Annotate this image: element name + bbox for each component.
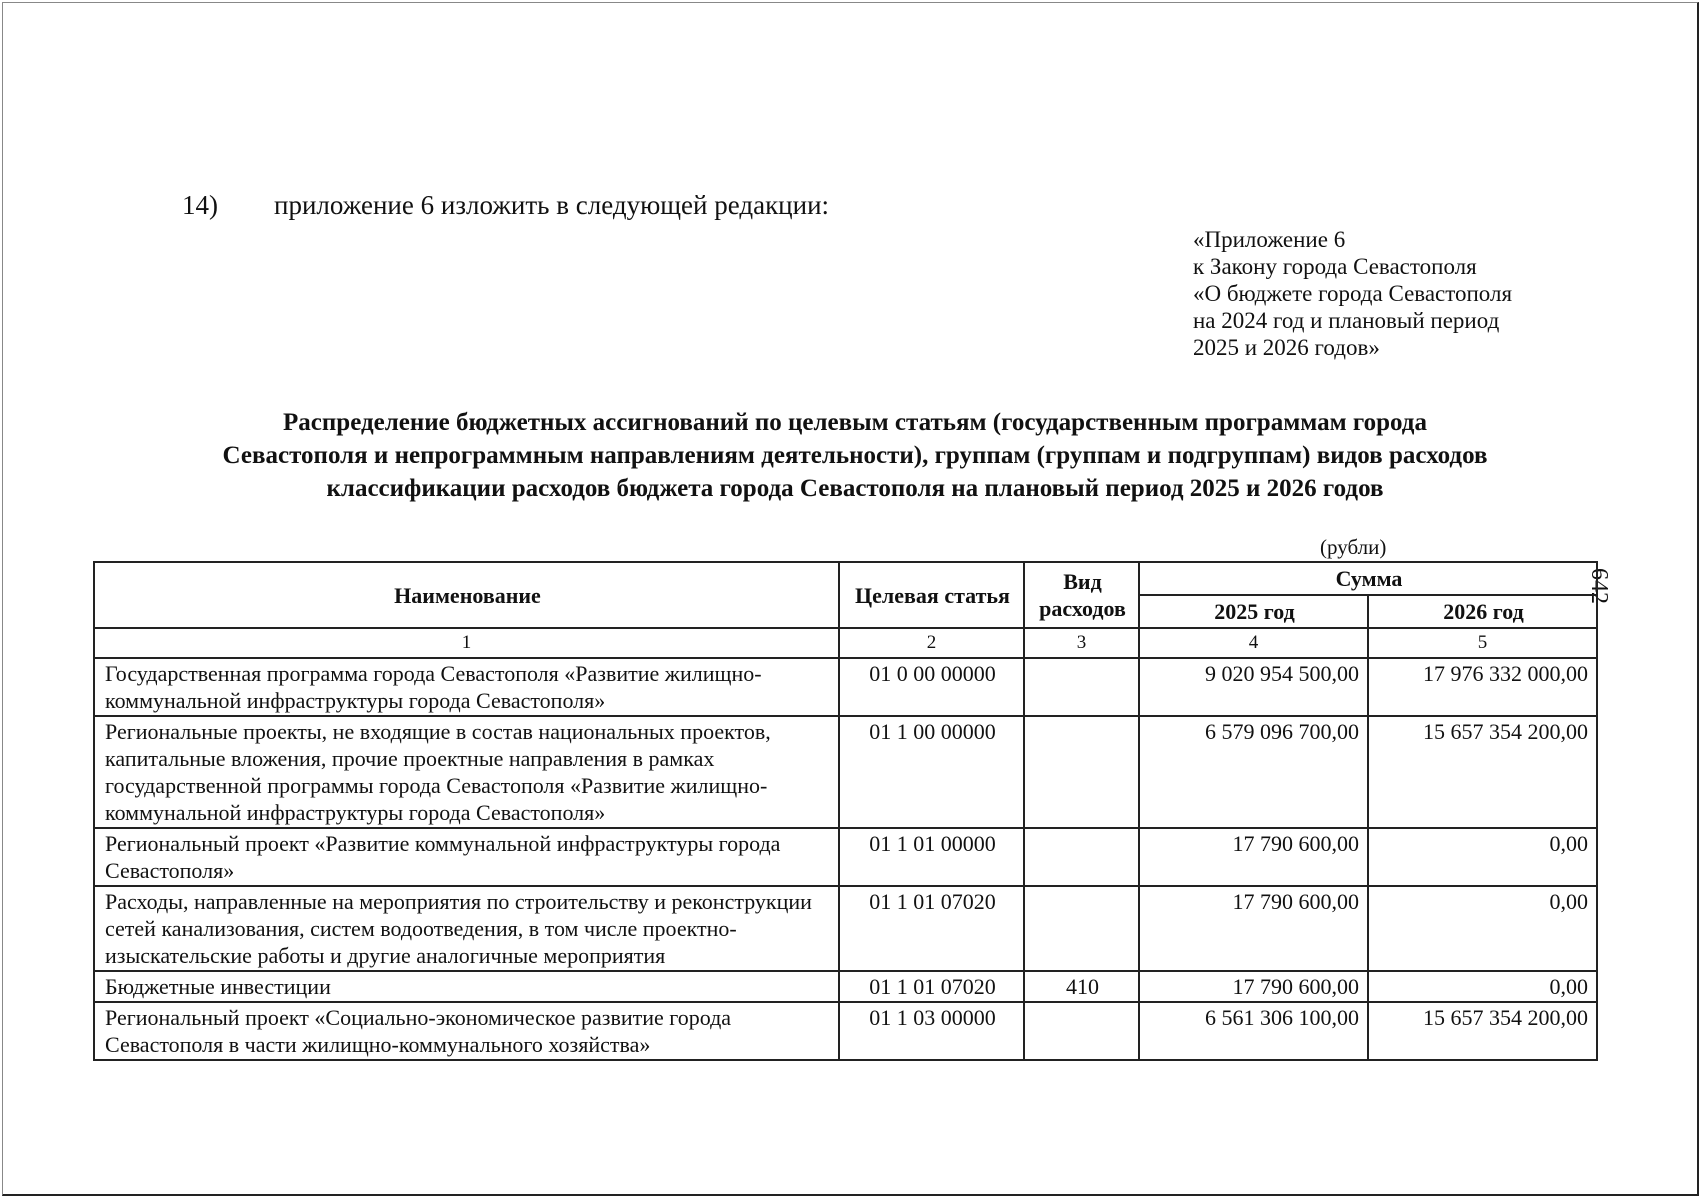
row-amount-2026: 0,00 [1368, 828, 1597, 886]
table-row [94, 658, 1597, 716]
row-amount-2025: 9 020 954 500,00 [1139, 658, 1368, 716]
row-expense-type [1024, 658, 1139, 716]
row-amount-2026: 15 657 354 200,00 [1368, 1002, 1597, 1060]
column-number-row [94, 628, 1597, 658]
row-name: Региональные проекты, не входящие в состав национальных проектов, капитальные вложения, прочие проектные направления в рамках государственной программы города Севастополя «Развитие жилищно-коммунальной инфраструктуры города Севастополя» [94, 716, 839, 828]
row-name: Государственная программа города Севастополя «Развитие жилищно-коммунальной инфраструктуры города Севастополя» [94, 658, 839, 716]
column-number: 2 [839, 628, 1024, 658]
title-line: Распределение бюджетных ассигнований по целевым статьям (государственным программам города [283, 409, 1427, 436]
row-amount-2025: 6 561 306 100,00 [1139, 1002, 1368, 1060]
appendix-line: «О бюджете города Севастополя [1193, 281, 1513, 306]
item-number: 14) [182, 190, 218, 220]
appendix-reference [1193, 226, 1512, 361]
row-amount-2025: 17 790 600,00 [1139, 828, 1368, 886]
row-target-article: 01 1 01 07020 [839, 971, 1024, 1002]
row-target-article: 01 1 01 07020 [839, 886, 1024, 971]
header-year-2025: 2025 год [1139, 595, 1368, 628]
row-amount-2026: 0,00 [1368, 971, 1597, 1002]
item-text: приложение 6 изложить в следующей редакции: [274, 190, 830, 220]
column-number: 3 [1024, 628, 1139, 658]
row-amount-2026: 17 976 332 000,00 [1368, 658, 1597, 716]
column-number: 1 [94, 628, 839, 658]
row-expense-type: 410 [1024, 971, 1139, 1002]
appendix-line: 2025 и 2026 годов» [1193, 335, 1380, 360]
appendix-line: к Закону города Севастополя [1193, 254, 1477, 279]
header-name: Наименование [94, 562, 839, 628]
row-target-article: 01 1 00 00000 [839, 716, 1024, 828]
column-number: 5 [1368, 628, 1597, 658]
row-expense-type [1024, 1002, 1139, 1060]
table-row [94, 886, 1597, 971]
title-line: классификации расходов бюджета города Севастополя на плановый период 2025 и 2026 годов [326, 475, 1384, 502]
appendix-line: «Приложение 6 [1193, 227, 1346, 252]
amendment-item [182, 190, 829, 221]
document-title [90, 406, 1620, 505]
row-expense-type [1024, 886, 1139, 971]
row-amount-2026: 15 657 354 200,00 [1368, 716, 1597, 828]
row-amount-2025: 6 579 096 700,00 [1139, 716, 1368, 828]
table-row [94, 828, 1597, 886]
table-row [94, 1002, 1597, 1060]
row-expense-type [1024, 716, 1139, 828]
header-sum: Сумма [1139, 562, 1597, 595]
row-name: Бюджетные инвестиции [94, 971, 839, 1002]
header-row [94, 562, 1597, 595]
row-amount-2025: 17 790 600,00 [1139, 886, 1368, 971]
header-expense-type: Вид расходов [1024, 562, 1139, 628]
row-name: Региональный проект «Развитие коммунальной инфраструктуры города Севастополя» [94, 828, 839, 886]
table-row [94, 971, 1597, 1002]
row-expense-type [1024, 828, 1139, 886]
page-number: 642 [1586, 568, 1612, 604]
column-number: 4 [1139, 628, 1368, 658]
header-target-article: Целевая статья [839, 562, 1024, 628]
appendix-line: на 2024 год и плановый период [1193, 308, 1500, 333]
row-name: Региональный проект «Социально-экономическое развитие города Севастополя в части жилищно-коммунального хозяйства» [94, 1002, 839, 1060]
title-line: Севастополя и непрограммным направлениям деятельности), группам (группам и подгруппам) видов расходов [222, 442, 1488, 469]
row-target-article: 01 1 01 00000 [839, 828, 1024, 886]
header-year-2026: 2026 год [1368, 595, 1597, 628]
units-label: (рубли) [1320, 535, 1387, 559]
row-target-article: 01 0 00 00000 [839, 658, 1024, 716]
row-amount-2026: 0,00 [1368, 886, 1597, 971]
budget-table [93, 561, 1598, 1061]
row-name: Расходы, направленные на мероприятия по строительству и реконструкции сетей канализования, систем водоотведения, в том числе проектно-изыскательские работы и другие аналогичные мероприятия [94, 886, 839, 971]
row-target-article: 01 1 03 00000 [839, 1002, 1024, 1060]
table-row [94, 716, 1597, 828]
row-amount-2025: 17 790 600,00 [1139, 971, 1368, 1002]
